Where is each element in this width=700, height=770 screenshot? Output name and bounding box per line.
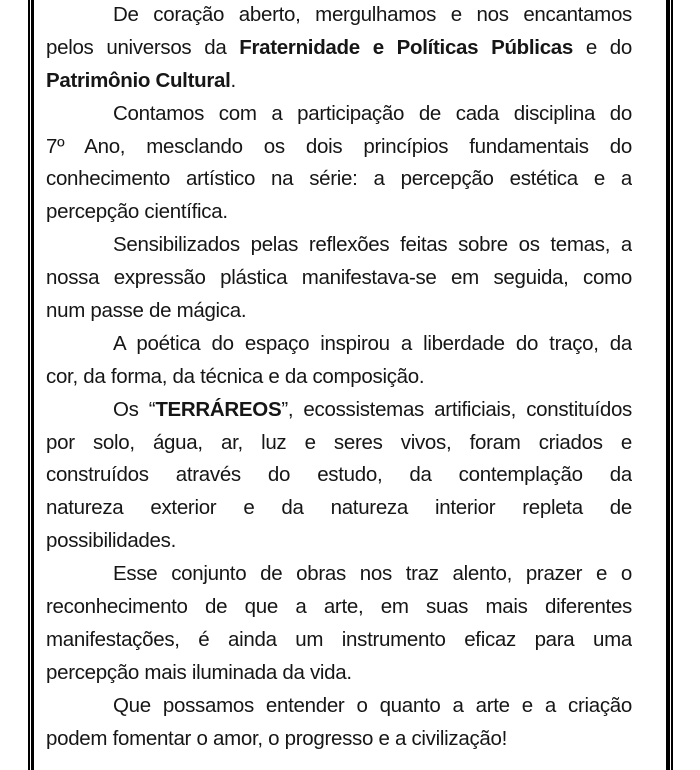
paragraph [46,558,632,690]
paragraph [46,394,632,558]
text-line [46,361,632,394]
text-line [46,624,632,657]
text-segment: A poética do espaço inspirou a liberdade do traço, da [113,331,632,355]
text-line [46,525,632,558]
bold-text-segment: Patrimônio Cultural [46,68,231,92]
text-line [46,295,632,328]
text-line [46,657,632,690]
text-segment: percepção científica. [46,200,228,224]
text-line [46,459,632,492]
text-segment: num passe de mágica. [46,299,247,323]
text-segment: Sensibilizados pelas reflexões feitas sobre os temas, a [113,233,632,257]
bold-text-segment: TERRÁREOS [155,397,282,421]
text-segment: Esse conjunto de obras nos traz alento, prazer e o [113,562,632,586]
text-segment: natureza exterior e da natureza interior repleta de [46,496,632,520]
text-line [46,723,632,756]
document-text [46,0,632,755]
text-segment: nossa expressão plástica manifestava-se em seguida, como [46,266,632,290]
text-line [46,163,632,196]
text-segment: pelos universos da [46,35,240,59]
paragraph [46,328,632,394]
paragraph [46,690,632,756]
text-line [46,690,632,723]
text-line [46,558,632,591]
text-segment: cor, da forma, da técnica e da composição. [46,364,425,388]
text-segment: e do [573,35,632,59]
text-line [46,394,632,427]
text-segment: Que possamos entender o quanto a arte e a criação [113,693,632,717]
text-line [46,0,632,32]
text-segment: . [230,68,236,92]
text-segment: reconhecimento de que a arte, em suas mais diferentes [46,595,632,619]
paragraph [46,229,632,328]
text-line [46,262,632,295]
textbox-right-border-outer-line [671,0,673,770]
paragraph [46,98,632,230]
textbox-right-border-inner-line [666,0,669,770]
text-line [46,65,632,98]
text-segment: construídos através do estudo, da contemplação da [46,463,632,487]
text-segment: 7º Ano, mesclando os dois princípios fundamentais do [46,134,632,158]
text-line [46,196,632,229]
text-line [46,98,632,131]
text-segment: percepção mais iluminada da vida. [46,660,352,684]
paragraph [46,0,632,98]
text-line [46,591,632,624]
text-line [46,131,632,164]
text-line [46,492,632,525]
text-line [46,32,632,65]
text-segment: Contamos com a participação de cada disciplina do [113,101,632,125]
text-segment: ”, ecossistemas artificiais, constituídos [281,397,632,421]
bold-text-segment: Fraternidade e Políticas Públicas [239,35,574,59]
text-segment: De coração aberto, mergulhamos e nos encantamos [113,3,632,26]
text-line [46,229,632,262]
text-segment: Os “ [113,397,156,421]
text-segment: por solo, água, ar, luz e seres vivos, foram criados e [46,430,632,454]
text-line [46,427,632,460]
textbox-left-border-outer-line [28,0,30,770]
text-segment: manifestações, é ainda um instrumento eficaz para uma [46,627,632,651]
text-segment: possibilidades. [46,529,176,553]
text-line [46,328,632,361]
text-segment: podem fomentar o amor, o progresso e a civilização! [46,726,507,750]
text-segment: conhecimento artístico na série: a percepção estética e a [46,167,632,191]
textbox-left-border-inner-line [31,0,34,770]
